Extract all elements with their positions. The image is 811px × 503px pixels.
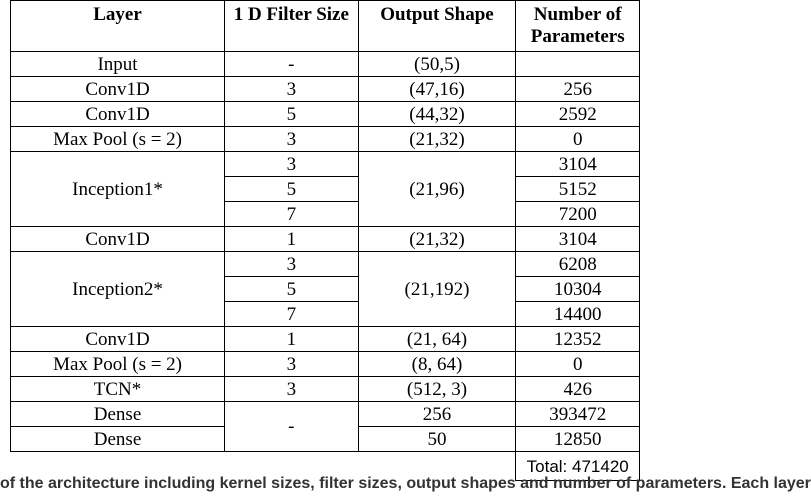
table-row [11,327,640,352]
table-row [11,252,640,277]
layer-cell: Max Pool (s = 2) [11,127,225,152]
filter-cell: 3 [225,77,359,102]
params-cell: 0 [516,127,640,152]
layer-cell: TCN* [11,377,225,402]
shape-cell: (21, 64) [358,327,516,352]
header-layer: Layer [11,1,225,52]
params-cell: 14400 [516,302,640,327]
filter-cell: 7 [225,202,359,227]
document-page [10,0,640,481]
params-cell: 256 [516,77,640,102]
filter-cell: 3 [225,252,359,277]
layer-cell: Conv1D [11,77,225,102]
shape-cell: (21,32) [358,127,516,152]
shape-cell: (512, 3) [358,377,516,402]
filter-cell: 7 [225,302,359,327]
architecture-table [10,0,640,481]
table-row [11,227,640,252]
shape-cell: (21,192) [358,252,516,327]
header-number-of-parameters: Number of Parameters [516,1,640,52]
layer-cell: Inception2* [11,252,225,327]
layer-cell: Max Pool (s = 2) [11,352,225,377]
params-cell: 2592 [516,102,640,127]
filter-cell: 3 [225,377,359,402]
params-cell: 393472 [516,402,640,427]
caption-text: of the architecture including kernel sizes, filter sizes, output shapes and number of parameters. Each layer [0,475,811,492]
params-cell: 426 [516,377,640,402]
filter-cell: 5 [225,277,359,302]
filter-cell: 3 [225,152,359,177]
table-row [11,127,640,152]
shape-cell: (21,96) [358,152,516,227]
table-row [11,377,640,402]
table-row [11,352,640,377]
table-row [11,402,640,427]
filter-cell: - [225,52,359,77]
filter-cell: 1 [225,227,359,252]
shape-cell: (50,5) [358,52,516,77]
total-cell: Total: 471420 [516,452,640,481]
filter-cell: 1 [225,327,359,352]
layer-cell: Dense [11,402,225,427]
table-row [11,152,640,177]
filter-cell: 5 [225,102,359,127]
layer-cell: Input [11,52,225,77]
filter-cell: 3 [225,127,359,152]
params-cell: 3104 [516,227,640,252]
shape-cell: (44,32) [358,102,516,127]
shape-cell: 256 [358,402,516,427]
header-row [11,1,640,52]
params-cell: 3104 [516,152,640,177]
table-caption [0,475,811,493]
layer-cell: Dense [11,427,225,452]
table-row [11,102,640,127]
params-cell: 10304 [516,277,640,302]
header-filter-size: 1 D Filter Size [225,1,359,52]
layer-cell: Conv1D [11,327,225,352]
filter-cell: 3 [225,352,359,377]
params-cell: 12352 [516,327,640,352]
shape-cell: 50 [358,427,516,452]
table-row [11,77,640,102]
shape-cell: (47,16) [358,77,516,102]
params-cell: 5152 [516,177,640,202]
params-cell: 7200 [516,202,640,227]
params-cell [516,52,640,77]
filter-cell: 5 [225,177,359,202]
params-cell: 0 [516,352,640,377]
header-output-shape: Output Shape [358,1,516,52]
layer-cell: Conv1D [11,227,225,252]
shape-cell: (8, 64) [358,352,516,377]
filter-cell: - [225,402,359,452]
table-row [11,52,640,77]
shape-cell: (21,32) [358,227,516,252]
layer-cell: Conv1D [11,102,225,127]
params-cell: 6208 [516,252,640,277]
params-cell: 12850 [516,427,640,452]
layer-cell: Inception1* [11,152,225,227]
